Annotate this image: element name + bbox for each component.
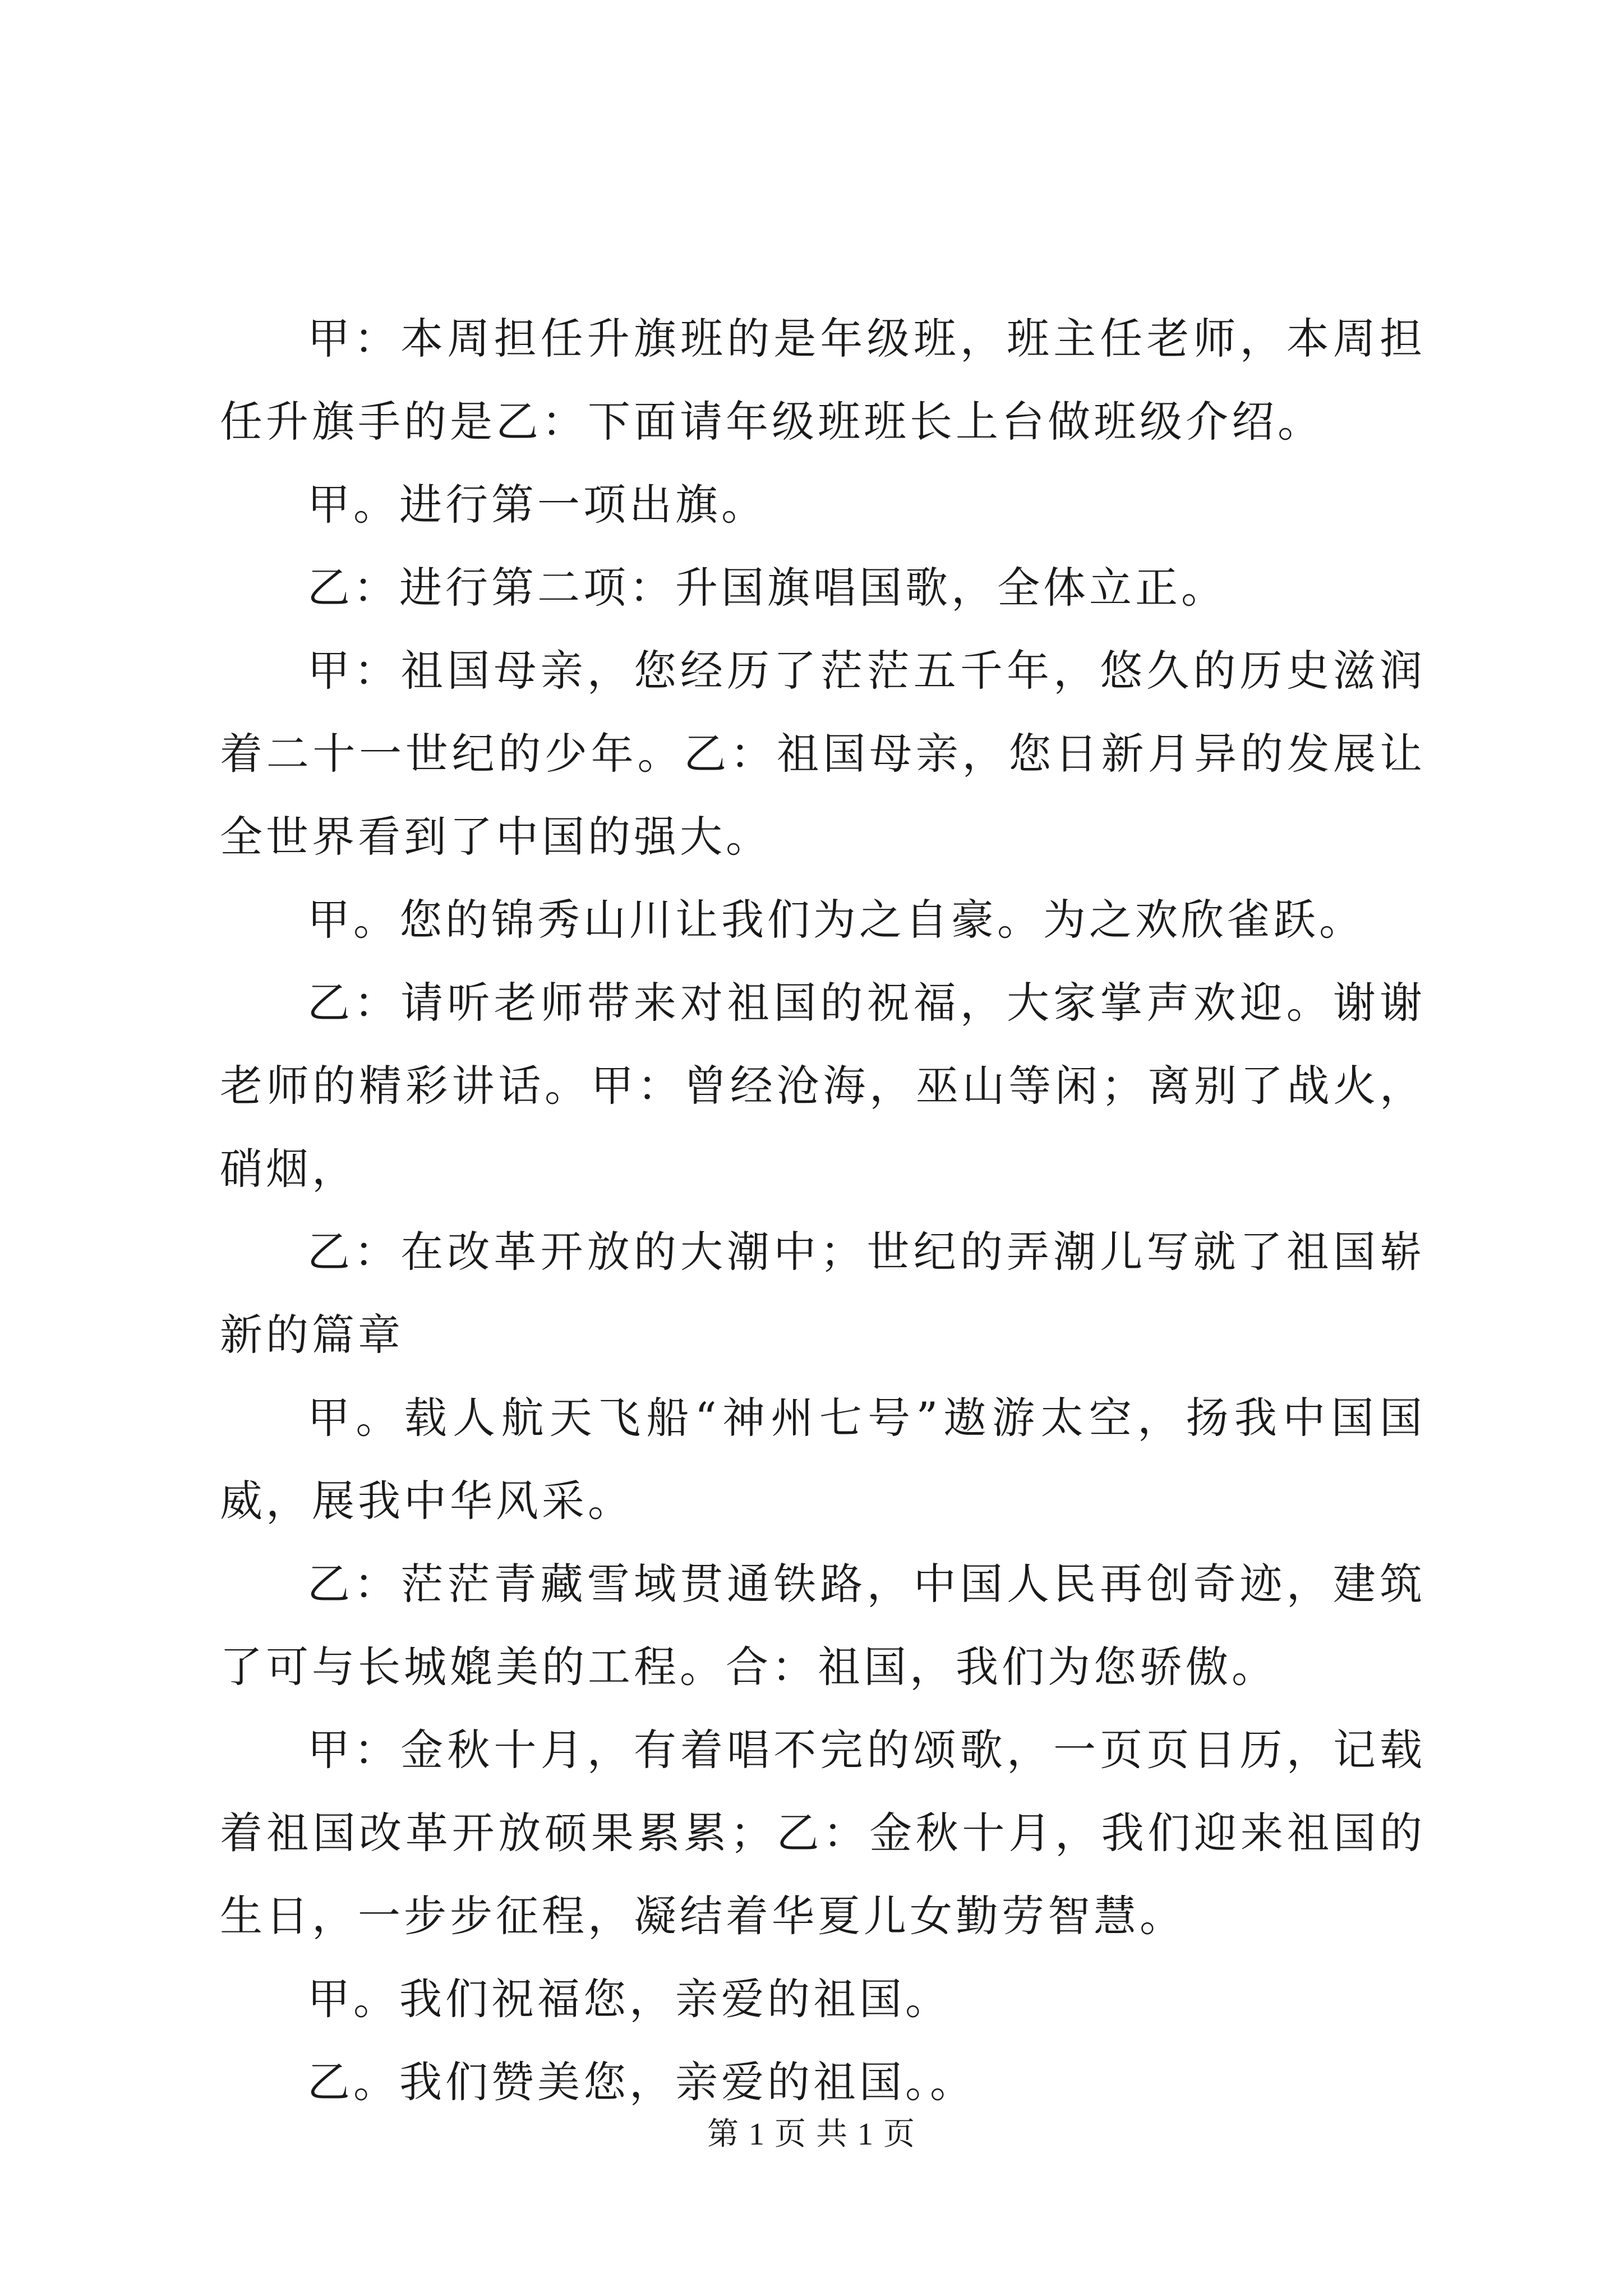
paragraph-4: 甲：祖国母亲，您经历了茫茫五千年，悠久的历史滋润着二十一世纪的少年。乙：祖国母亲，您日新月异的发展让全世界看到了中国的强大。 — [220, 646, 1426, 862]
paragraph-12: 乙。我们赞美您，亲爱的祖国。。 — [307, 2057, 976, 2107]
document-body — [220, 297, 1426, 2124]
paragraph-7: 乙：在改革开放的大潮中；世纪的弄潮儿写就了祖国崭新的篇章 — [220, 1227, 1426, 1360]
paragraph-5: 甲。您的锦秀山川让我们为之自豪。为之欢欣雀跃。 — [307, 895, 1365, 945]
page-footer: 第 1 页 共 1 页 — [707, 2117, 916, 2152]
paragraph-8: 甲。载人航天飞船“神州七号”遨游太空，扬我中国国威，展我中华风采。 — [220, 1393, 1426, 1526]
paragraph-3: 乙：进行第二项：升国旗唱国歌，全体立正。 — [307, 563, 1227, 613]
paragraph-6: 乙：请听老师带来对祖国的祝福，大家掌声欢迎。谢谢老师的精彩讲话。甲：曾经沧海，巫山等闲；离别了战火，硝烟， — [220, 978, 1426, 1194]
paragraph-1: 甲：本周担任升旗班的是年级班，班主任老师，本周担任升旗手的是乙：下面请年级班班长上台做班级介绍。 — [220, 314, 1426, 447]
paragraph-10: 甲：金秋十月，有着唱不完的颂歌，一页页日历，记载着祖国改革开放硕果累累；乙：金秋十月，我们迎来祖国的生日，一步步征程，凝结着华夏儿女勤劳智慧。 — [220, 1725, 1426, 1941]
paragraph-11: 甲。我们祝福您，亲爱的祖国。 — [307, 1974, 951, 2024]
paragraph-2: 甲。进行第一项出旗。 — [307, 480, 767, 530]
paragraph-9: 乙：茫茫青藏雪域贯通铁路，中国人民再创奇迹，建筑了可与长城媲美的工程。合：祖国，我们为您骄傲。 — [220, 1559, 1426, 1692]
